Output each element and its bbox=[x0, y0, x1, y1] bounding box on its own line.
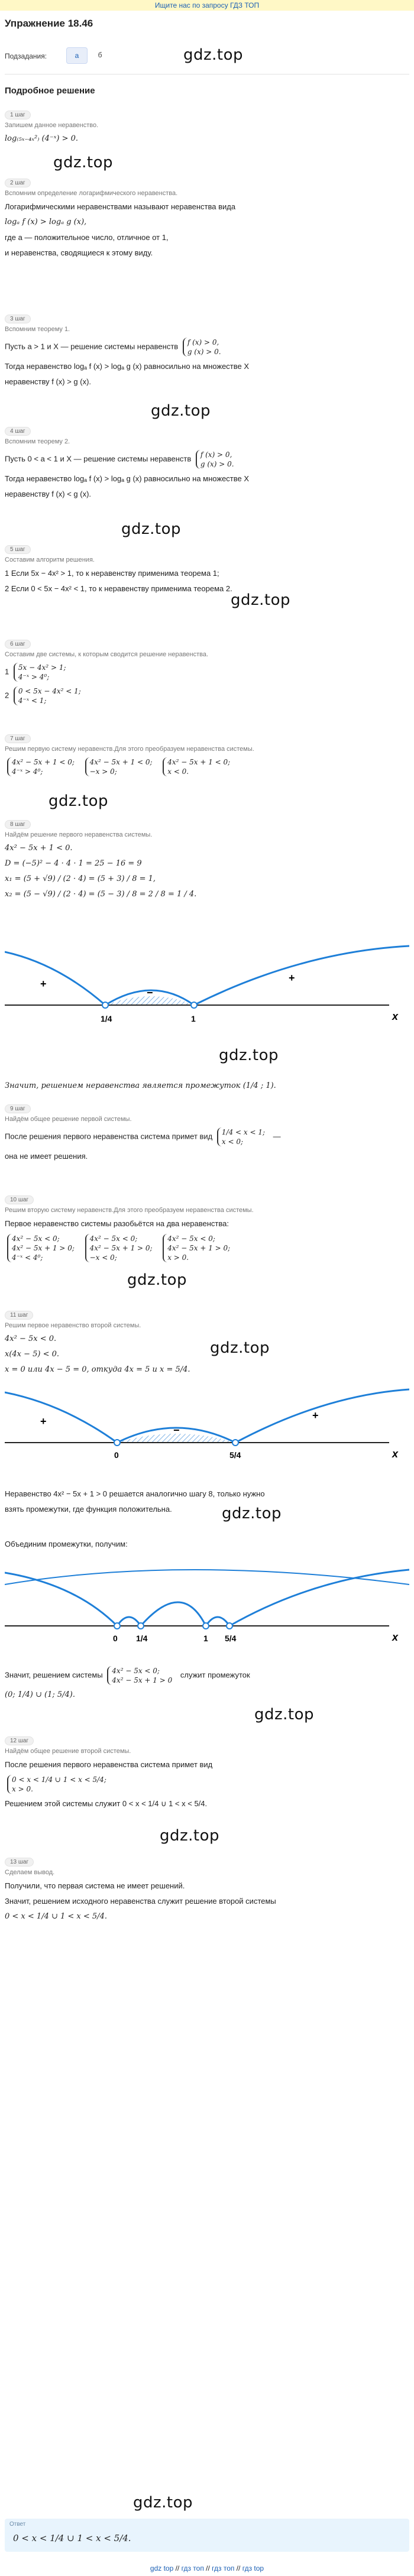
step-note: Найдём решение первого неравенства системы. bbox=[5, 831, 153, 838]
number-line-chart-1 bbox=[5, 940, 409, 1041]
watermark: gdz.top bbox=[219, 1046, 279, 1064]
step-7 bbox=[5, 733, 409, 776]
curve-b bbox=[117, 1617, 141, 1626]
tick-label-0: 0 bbox=[114, 1450, 119, 1460]
curve-d bbox=[206, 1617, 229, 1626]
section-title: Подробное решение bbox=[5, 86, 95, 96]
step-2 bbox=[5, 177, 409, 258]
step-line: После решения первого неравенства система примет вид bbox=[5, 1132, 213, 1141]
system-row: −x < 0; bbox=[89, 1253, 117, 1262]
inequality-system bbox=[7, 1775, 110, 1794]
inequality-system bbox=[7, 1234, 78, 1262]
system-row: 1/4 < x < 1; bbox=[221, 1128, 266, 1136]
step-line: неравенству f (x) > g (x). bbox=[5, 377, 92, 386]
footer-link[interactable]: gdz top bbox=[150, 2564, 174, 2572]
search-banner bbox=[0, 0, 414, 11]
step-1 bbox=[5, 109, 409, 144]
sign-minus: − bbox=[147, 987, 153, 999]
point-1-4 bbox=[138, 1623, 144, 1629]
curve-right bbox=[194, 946, 409, 1005]
step-badge: 4 шаг bbox=[5, 427, 31, 436]
curve-e bbox=[229, 1570, 409, 1626]
step-badge: 13 шаг bbox=[5, 1858, 34, 1867]
system-row: 4⁻ˣ > 4⁰; bbox=[12, 767, 43, 776]
step-11-union bbox=[5, 1534, 409, 1550]
footer-links: gdz top // гдз топ // гдз топ // гдз top bbox=[150, 2564, 264, 2572]
system-row: x > 0. bbox=[12, 1785, 33, 1793]
tick-label-1-4: 1/4 bbox=[101, 1014, 112, 1023]
step-line: 2 Если 0 < 5x − 4x² < 1, то к неравенству применима теорема 2. bbox=[5, 584, 232, 593]
step-note: Запишем данное неравенство. bbox=[5, 122, 99, 129]
inequality-system bbox=[85, 757, 156, 776]
sign-minus: − bbox=[173, 1424, 180, 1436]
tick-label-1-4: 1/4 bbox=[136, 1634, 148, 1643]
step-6 bbox=[5, 639, 409, 705]
tab-b[interactable]: б bbox=[98, 51, 102, 59]
curve-left bbox=[5, 1392, 117, 1443]
tick-label-1: 1 bbox=[191, 1014, 196, 1023]
step-8 bbox=[5, 819, 409, 900]
step-note: Найдём общее решение первой системы. bbox=[5, 1116, 132, 1123]
watermark: gdz.top bbox=[254, 1706, 315, 1723]
number-line-chart-3 bbox=[5, 1561, 409, 1655]
step-line: взять промежутки, где функция положительна. bbox=[5, 1505, 172, 1514]
system-row: 0 < x < 1/4 ∪ 1 < x < 5/4; bbox=[12, 1775, 106, 1784]
step-line: Объединим промежутки, получим: bbox=[5, 1540, 128, 1548]
inequality-system bbox=[85, 1234, 156, 1262]
point-5-4 bbox=[232, 1440, 238, 1446]
step-line: Значит, решением исходного неравенства служит решение второй системы bbox=[5, 1897, 276, 1906]
step-badge: 9 шаг bbox=[5, 1104, 31, 1113]
step-line: и неравенства, сводящиеся к этому виду. bbox=[5, 248, 153, 257]
point-5-4 bbox=[227, 1623, 232, 1629]
step-line: 4x² − 5x + 1 < 0. bbox=[5, 844, 73, 853]
tab-a[interactable]: а bbox=[66, 47, 88, 64]
footer-link[interactable]: гдз топ bbox=[212, 2564, 235, 2572]
step-badge: 12 шаг bbox=[5, 1736, 34, 1745]
step-line: logₐ f (x) > logₐ g (x), bbox=[5, 218, 87, 226]
answer-box bbox=[5, 2519, 409, 2552]
inequality-system bbox=[217, 1127, 269, 1146]
axis-label-x: x bbox=[392, 1010, 399, 1022]
system-row: x > 0. bbox=[167, 1253, 189, 1262]
system-row: 4x² − 5x + 1 < 0; bbox=[89, 758, 153, 766]
tick-label-0: 0 bbox=[113, 1634, 118, 1643]
inequality-system bbox=[7, 757, 78, 776]
tick-label-5-4: 5/4 bbox=[229, 1450, 241, 1460]
step-4 bbox=[5, 426, 409, 500]
watermark: gdz.top bbox=[133, 2494, 193, 2512]
step-10 bbox=[5, 1194, 409, 1262]
step-11 bbox=[5, 1310, 409, 1375]
system-row: x < 0. bbox=[167, 767, 189, 776]
step-badge: 3 шаг bbox=[5, 315, 31, 323]
step-note: Составим две системы, к которым сводится решение неравенства. bbox=[5, 651, 209, 658]
curve-a bbox=[5, 1573, 117, 1626]
step-line: неравенству f (x) < g (x). bbox=[5, 490, 92, 498]
step-11-continued bbox=[5, 1484, 409, 1515]
step-3 bbox=[5, 313, 409, 387]
step-line: Решением этой системы служит 0 < x < 1/4 ∪ 1 < x < 5/4. bbox=[5, 1799, 208, 1808]
step-badge: 6 шаг bbox=[5, 640, 31, 649]
step-badge: 7 шаг bbox=[5, 734, 31, 743]
step-line: После решения первого неравенства система примет вид bbox=[5, 1760, 213, 1769]
curve-right bbox=[235, 1389, 409, 1443]
system-row: 4⁻ˣ > 4⁰; bbox=[18, 673, 50, 681]
system-number: 2 bbox=[5, 691, 9, 700]
step-line: Неравенство 4x² − 5x + 1 > 0 решается аналогично шагу 8, только нужно bbox=[5, 1489, 265, 1498]
watermark: gdz.top bbox=[151, 402, 211, 420]
step-line: log₍₅ₓ₋₄ₓ²₎ (4⁻ˣ) > 0. bbox=[5, 134, 79, 143]
curve-c bbox=[141, 1602, 206, 1626]
watermark: gdz.top bbox=[160, 1827, 220, 1845]
inequality-system bbox=[14, 663, 70, 682]
system-row: 4x² − 5x + 1 < 0; bbox=[12, 758, 75, 766]
step-line: Получили, что первая система не имеет решений. bbox=[5, 1881, 185, 1890]
step-note: Вспомним теорему 2. bbox=[5, 438, 70, 445]
curve-left bbox=[5, 952, 105, 1005]
step-note: Решим первую систему неравенств.Для этого преобразуем неравенства системы. bbox=[5, 746, 254, 753]
system-row: x < 0; bbox=[221, 1138, 244, 1146]
system-row: 4x² − 5x + 1 > 0; bbox=[167, 1244, 231, 1252]
step-note: Составим алгоритм решения. bbox=[5, 556, 95, 563]
point-1 bbox=[203, 1623, 209, 1629]
step-line: Пусть 0 < a < 1 и X — решение системы неравенств bbox=[5, 454, 192, 464]
step-line: где a — положительное число, отличное от 1, bbox=[5, 233, 169, 242]
system-row: 4x² − 5x + 1 > 0; bbox=[12, 1244, 75, 1252]
step-line: Первое неравенство системы разобьётся на два неравенства: bbox=[5, 1219, 229, 1228]
step-line: x₁ = (5 + √9) / (2 · 4) = (5 + 3) / 8 = 1, bbox=[5, 874, 156, 883]
step-note: Решим первое неравенство второй системы. bbox=[5, 1322, 141, 1329]
step-note: Сделаем вывод. bbox=[5, 1869, 55, 1876]
step-line: она не имеет решения. bbox=[5, 1152, 88, 1161]
step-line: служит промежуток bbox=[180, 1670, 250, 1680]
step-line: Пусть a > 1 и X — решение системы неравенств bbox=[5, 342, 179, 351]
answer-label: Ответ bbox=[9, 2521, 26, 2528]
watermark: gdz.top bbox=[127, 1271, 187, 1289]
sign-plus-left: + bbox=[40, 1415, 47, 1427]
watermark: gdz.top bbox=[222, 1505, 282, 1522]
step-11-result bbox=[5, 1661, 409, 1700]
system-row: 5x − 4x² > 1; bbox=[18, 663, 66, 672]
point-1-4 bbox=[102, 1002, 108, 1008]
page-title: Упражнение 18.46 bbox=[5, 18, 93, 29]
inequality-system bbox=[107, 1666, 176, 1685]
step-line: x₂ = (5 − √9) / (2 · 4) = (5 − 3) / 8 = 2 / 8 = 1 / 4. bbox=[5, 890, 197, 899]
watermark: gdz.top bbox=[53, 154, 114, 171]
step-line: Тогда неравенство logₐ f (x) > logₐ g (x) равносильно на множестве X bbox=[5, 362, 250, 371]
footer-link[interactable]: гдз топ bbox=[181, 2564, 204, 2572]
footer-link[interactable]: гдз top bbox=[242, 2564, 264, 2572]
point-0 bbox=[114, 1440, 120, 1446]
watermark: gdz.top bbox=[210, 1339, 270, 1357]
system-row: f (x) > 0, bbox=[187, 338, 219, 346]
system-row: 4x² − 5x < 0; bbox=[112, 1667, 160, 1675]
sign-plus-left: + bbox=[40, 978, 47, 990]
system-number: 1 bbox=[5, 667, 9, 676]
system-row: f (x) > 0, bbox=[200, 451, 232, 459]
sign-plus-right: + bbox=[289, 972, 295, 984]
system-row: 4x² − 5x < 0; bbox=[167, 1234, 215, 1243]
step-line: x = 0 или 4x − 5 = 0, откуда 4x = 5 и x = 5/4. bbox=[5, 1365, 190, 1374]
subtasks-label: Подзадания: bbox=[5, 52, 47, 60]
step-badge: 2 шаг bbox=[5, 179, 31, 187]
system-row: 0 < 5x − 4x² < 1; bbox=[18, 687, 81, 695]
step-badge: 1 шаг bbox=[5, 111, 31, 119]
system-row: 4x² − 5x < 0; bbox=[12, 1234, 60, 1243]
system-row: −x > 0; bbox=[89, 767, 117, 776]
step-line: Значит, решением неравенства является промежуток (1/4 ; 1). bbox=[5, 1081, 276, 1090]
step-line: 1 Если 5x − 4x² > 1, то к неравенству применима теорема 1; bbox=[5, 569, 219, 578]
curve-arc bbox=[5, 1570, 409, 1585]
step-badge: 5 шаг bbox=[5, 545, 31, 554]
step-5 bbox=[5, 544, 409, 594]
step-9 bbox=[5, 1076, 409, 1162]
inequality-system bbox=[196, 450, 238, 469]
tick-label-1: 1 bbox=[203, 1634, 208, 1643]
step-line: Логарифмическими неравенствами называют неравенства вида bbox=[5, 202, 236, 211]
answer-value: 0 < x < 1/4 ∪ 1 < x < 5/4. bbox=[13, 2533, 131, 2543]
step-note: Вспомним теорему 1. bbox=[5, 326, 70, 333]
axis-label-x: x bbox=[392, 1448, 399, 1460]
dash: — bbox=[273, 1132, 281, 1141]
system-row: 4x² − 5x + 1 < 0; bbox=[167, 758, 231, 766]
search-banner-link[interactable]: Ищите нас по запросу ГДЗ ТОП bbox=[154, 1, 260, 9]
step-line: 0 < x < 1/4 ∪ 1 < x < 5/4. bbox=[5, 1912, 107, 1921]
system-row: 4⁻ˣ < 1; bbox=[18, 696, 47, 705]
step-note: Найдём общее решение второй системы. bbox=[5, 1748, 131, 1755]
step-line: D = (−5)² − 4 · 4 · 1 = 25 − 16 = 9 bbox=[5, 859, 142, 868]
step-badge: 10 шаг bbox=[5, 1195, 34, 1204]
watermark: gdz.top bbox=[231, 591, 291, 609]
watermark: gdz.top bbox=[183, 46, 244, 64]
inequality-system bbox=[163, 1234, 234, 1262]
system-row: 4x² − 5x + 1 > 0 bbox=[112, 1676, 173, 1684]
system-row: g (x) > 0. bbox=[200, 460, 234, 468]
tick-label-5-4: 5/4 bbox=[225, 1634, 237, 1643]
step-13 bbox=[5, 1856, 409, 1922]
system-row: 4x² − 5x < 0; bbox=[89, 1234, 138, 1243]
step-line: x(4x − 5) < 0. bbox=[5, 1350, 60, 1359]
point-1 bbox=[191, 1002, 197, 1008]
system-row: 4x² − 5x + 1 > 0; bbox=[89, 1244, 153, 1252]
inequality-system bbox=[163, 757, 234, 776]
step-note: Вспомним определение логарифмического неравенства. bbox=[5, 190, 178, 197]
system-row: 4⁻ˣ < 4⁰; bbox=[12, 1253, 43, 1262]
watermark: gdz.top bbox=[48, 792, 109, 810]
step-12 bbox=[5, 1735, 409, 1809]
point-0 bbox=[114, 1623, 120, 1629]
inequality-system bbox=[183, 338, 225, 357]
step-badge: 11 шаг bbox=[5, 1311, 33, 1320]
step-note: Решим вторую систему неравенств.Для этого преобразуем неравенства системы. bbox=[5, 1207, 254, 1214]
watermark: gdz.top bbox=[121, 520, 182, 538]
number-line-chart-2 bbox=[5, 1383, 409, 1478]
step-badge: 8 шаг bbox=[5, 820, 31, 829]
inequality-system bbox=[14, 686, 85, 705]
sign-plus-right: + bbox=[312, 1409, 319, 1421]
step-line: 4x² − 5x < 0. bbox=[5, 1334, 57, 1343]
step-line: Тогда неравенство logₐ f (x) > logₐ g (x) равносильно на множестве X bbox=[5, 474, 250, 483]
system-row: g (x) > 0. bbox=[187, 348, 221, 356]
axis-label-x: x bbox=[392, 1631, 399, 1643]
step-line: (0; 1/4) ∪ (1; 5/4). bbox=[5, 1690, 75, 1699]
step-line: Значит, решением системы bbox=[5, 1670, 103, 1680]
